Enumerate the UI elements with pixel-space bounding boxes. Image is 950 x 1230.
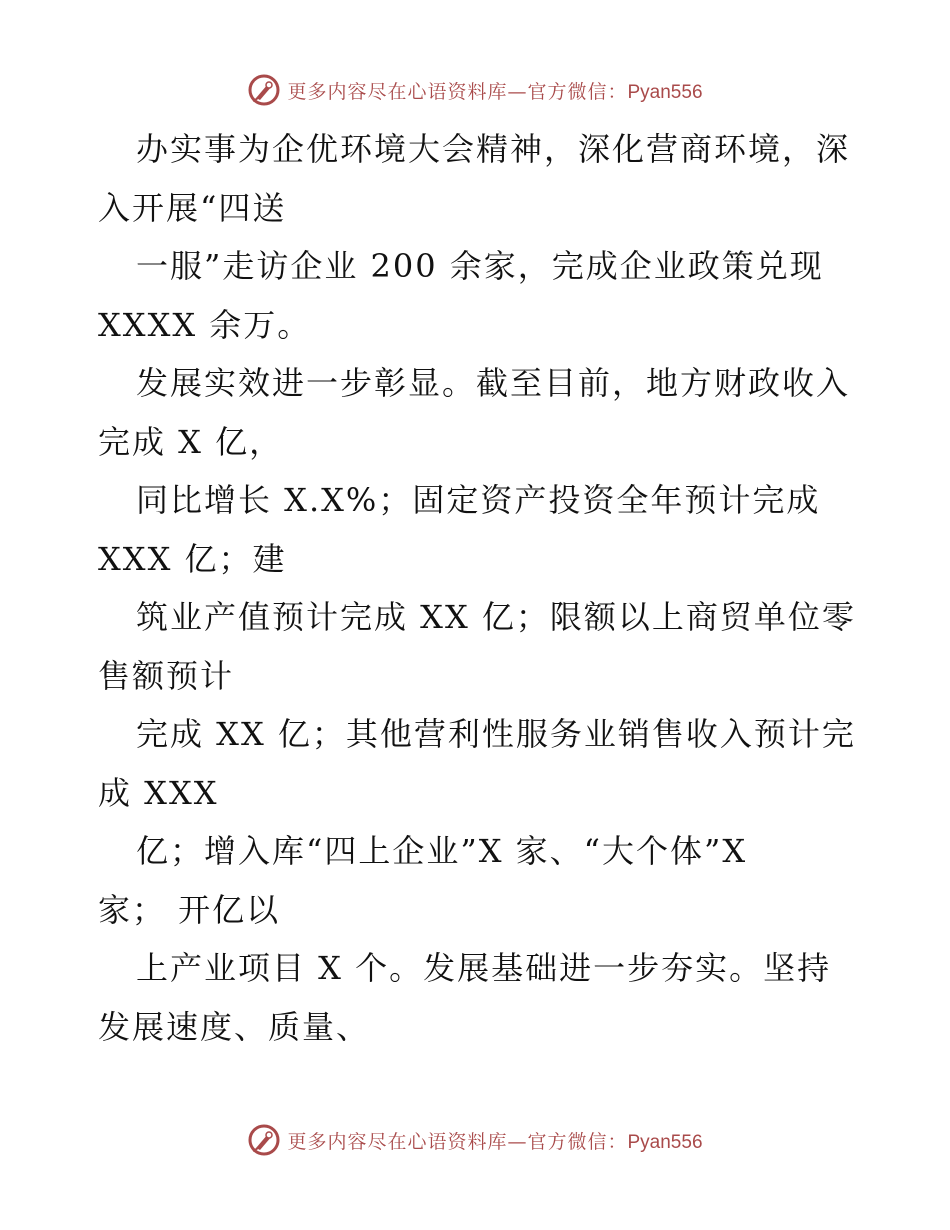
text-line: 入开展“四送 xyxy=(98,188,287,227)
text-line: 上产业项目 X 个。发展基础进一步夯实。坚持 xyxy=(136,949,832,987)
text-line: 办实事为企优环境大会精神，深化营商环境，深 xyxy=(136,130,851,168)
text-line: 筑业产值预计完成 XX 亿；限额以上商贸单位零 xyxy=(136,598,856,636)
text-line: XXXX 余万。 xyxy=(98,305,312,344)
brand-logo-icon xyxy=(247,1123,281,1157)
text-line: 完成 X 亿， xyxy=(98,422,284,461)
header-banner-label: 更多内容尽在心语资料库—官方微信： xyxy=(287,80,628,103)
text-line: 同比增长 X.X%；固定资产投资全年预计完成 xyxy=(136,481,821,519)
text-line: 发展速度、质量、 xyxy=(98,1007,371,1046)
footer-banner-label: 更多内容尽在心语资料库—官方微信： xyxy=(287,1130,628,1153)
text-line: 一服”走访企业 200 余家，完成企业政策兑现 xyxy=(136,247,824,285)
header-watermark-banner xyxy=(0,70,950,110)
text-line: 发展实效进一步彰显。截至目前，地方财政收入 xyxy=(136,364,851,402)
footer-banner-handle: Pyan556 xyxy=(627,1131,703,1153)
footer-watermark-banner xyxy=(0,1120,950,1160)
text-line: 成 XXX xyxy=(98,773,219,812)
header-banner-handle: Pyan556 xyxy=(627,81,703,103)
text-line: 亿；增入库“四上企业”X 家、“大个体”X xyxy=(136,832,748,870)
text-line: 家； 开亿以 xyxy=(98,890,281,929)
text-line: 售额预计 xyxy=(98,656,235,695)
text-line: 完成 XX 亿；其他营利性服务业销售收入预计完 xyxy=(136,715,856,753)
document-body xyxy=(98,120,868,1056)
text-line: XXX 亿；建 xyxy=(98,539,287,578)
footer-banner-text xyxy=(287,1127,702,1154)
brand-logo-icon xyxy=(247,73,281,107)
header-banner-text xyxy=(287,77,702,104)
